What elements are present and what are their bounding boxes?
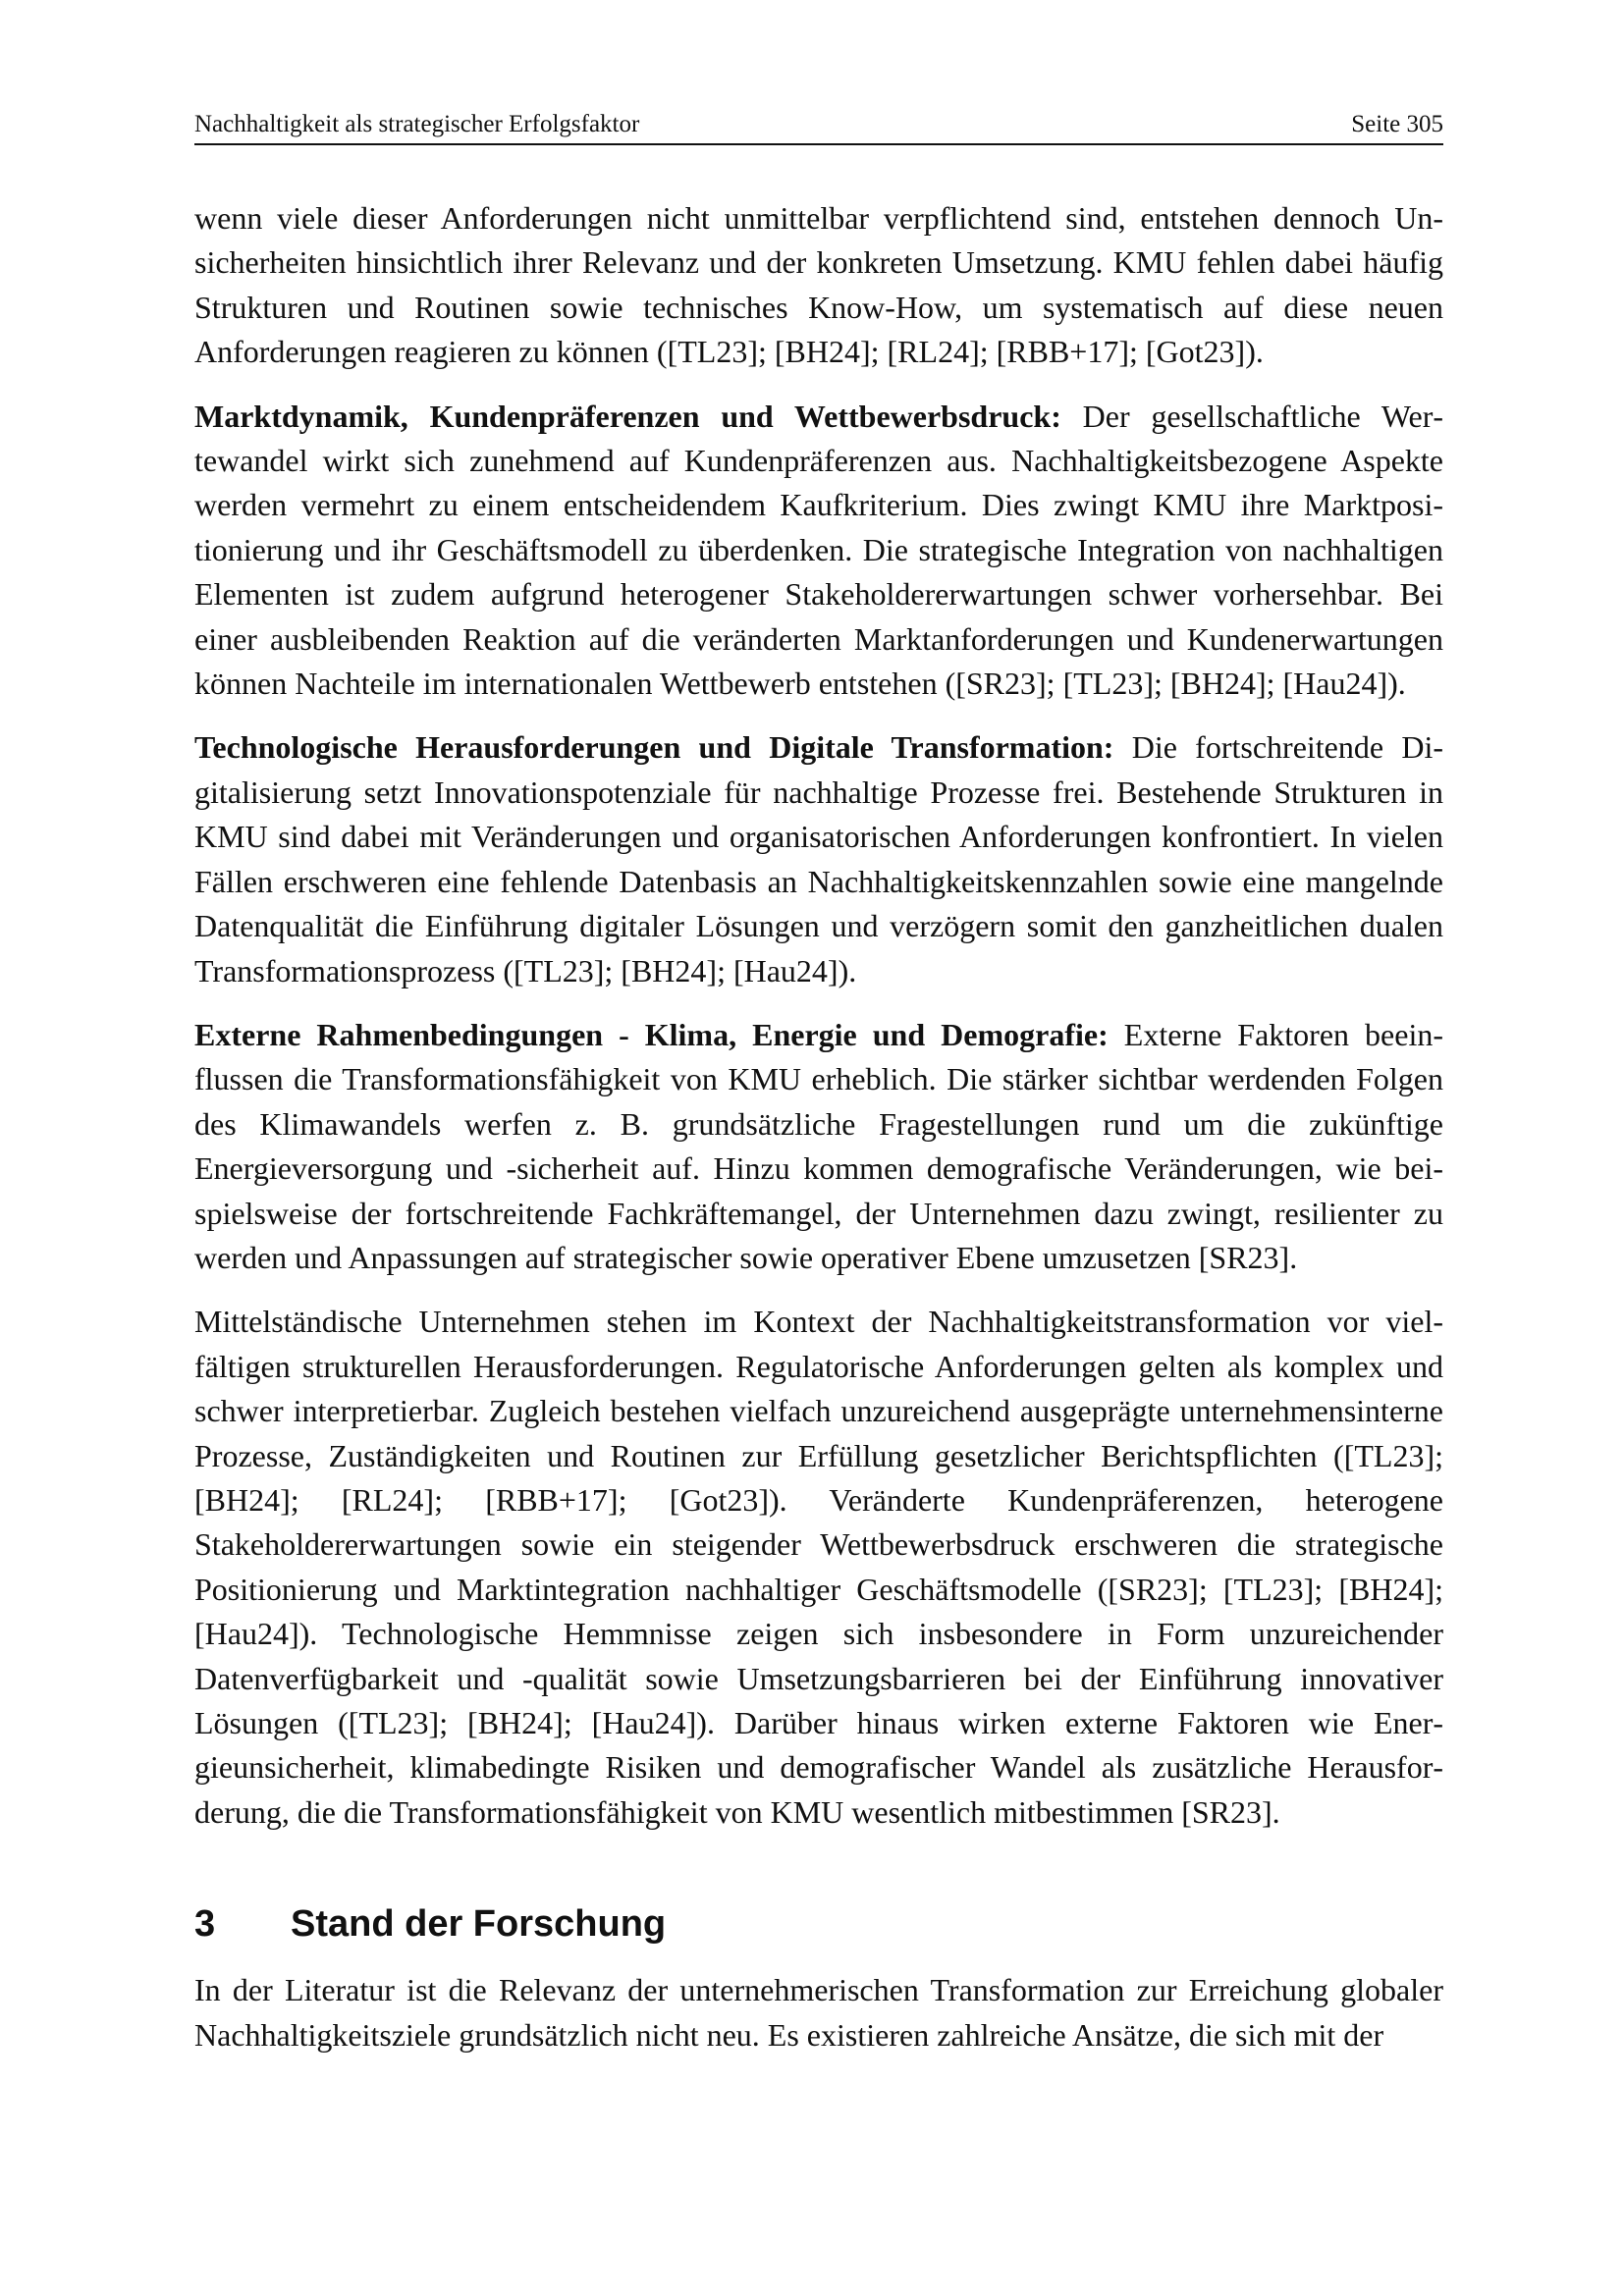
chapter-heading: [194, 1901, 1443, 1947]
intro-paragraph: wenn viele dieser Anforderungen nicht unmittelbar verpflichtend sind, entstehen dennoch Unsicherheiten hinsichtlich ihrer Relevanz und der konkreten Umsetzung. KMU fehlen dabei häufig Strukturen und Routinen sowie technisches Know-How, um systematisch auf diese neuen Anforderungen reagieren zu können ([TL23]; [BH24]; [RL24]; [RBB+17]; [Got23]).: [194, 200, 1443, 370]
section-paragraph-market: [194, 395, 1443, 707]
section-text-external: Externe Faktoren beeinflussen die Transformationsfähigkeit von KMU erheblich. Die stärker sichtbar werdenden Folgen des Klimawandels werfen z. B. grundsätzliche Fragestellungen rund um die zukünftige Energieversorgung und -sicherheit auf. Hinzu kommen demografische Veränderungen, wie beispielsweise der fortschreitende Fachkräftemangel, der Unternehmen dazu zwingt, resilienter zu werden und Anpassungen auf strategischer sowie operativer Ebene umzusetzen [SR23].: [194, 1016, 1444, 1275]
section-heading-market: Marktdynamik, Kundenpräferenzen und Wettbewerbsdruck:: [194, 398, 1061, 434]
chapter-title: Stand der Forschung: [291, 1903, 667, 1946]
chapter-number: 3: [194, 1903, 216, 1946]
running-header-title: Nachhaltigkeit als strategischer Erfolgsfaktor: [194, 111, 640, 137]
page-body: [194, 196, 1443, 2077]
chapter-paragraph: In der Literatur ist die Relevanz der unternehmerischen Transformation zur Erreichung globaler Nachhaltigkeitsziele grundsätzlich nicht neu. Es existieren zahlreiche Ansätze, die sich mit der: [194, 1972, 1443, 2053]
summary-paragraph: Mittelständische Unternehmen stehen im Kontext der Nachhaltigkeitstransformation vor vielfältigen strukturellen Herausforderungen. Regulatorische Anforderungen gelten als komplex und schwer interpretierbar. Zugleich bestehen vielfach unzureichend ausgeprägte unternehmensinterne Prozesse, Zuständigkeiten und Routinen zur Erfüllung gesetzlicher Berichtspflichten ([TL23]; [BH24]; [RL24]; [RBB+17]; [Got23]). Veränderte Kundenpräferenzen, heterogene Stakeholdererwartungen sowie ein steigender Wettbewerbsdruck erschweren die strategische Positionierung und Marktintegration nachhaltiger Geschäftsmodelle ([SR23]; [TL23]; [BH24]; [Hau24]). Technologische Hemmnisse zeigen sich insbesondere in Form unzureichender Datenverfügbarkeit und -qualität sowie Umsetzungsbarrieren bei der Einführung innovativer Lösungen ([TL23]; [BH24]; [Hau24]). Darüber hinaus wirken externe Faktoren wie Energieunsicherheit, klimabedingte Risiken und demografischer Wandel als zusätzliche Herausforderung, die die Transformationsfähigkeit von KMU wesentlich mitbestimmen [SR23].: [194, 1304, 1443, 1830]
section-text-market: Der gesellschaftliche Wertewandel wirkt sich zunehmend auf Kundenpräferenzen aus. Nachhaltigkeitsbezogene Aspekte werden vermehrt zu einem entscheidendem Kaufkriterium. Dies zwingt KMU ihre Marktpositionierung und ihr Geschäftsmodell zu überdenken. Die strategische Integration von nachhaltigen Elementen ist zudem aufgrund heterogener Stakeholdererwartungen schwer vorhersehbar. Bei einer ausbleibenden Reaktion auf die veränderten Marktanforderungen und Kundenerwartungen können Nachteile im internationalen Wettbewerb entstehen ([SR23]; [TL23]; [BH24]; [Hau24]).: [194, 398, 1444, 702]
section-paragraph-external: [194, 1013, 1443, 1280]
running-header: [194, 110, 1443, 145]
section-text-technology: Die fortschreitende Digitalisierung setzt Innovationspotenziale für nachhaltige Prozesse frei. Bestehende Strukturen in KMU sind dabei mit Veränderungen und organisatorischen Anforderungen konfrontiert. In vielen Fällen erschweren eine fehlende Datenbasis an Nachhaltigkeitskennzahlen sowie eine mangelnde Datenqualität die Einführung digitaler Lösungen und verzögern somit den ganzheitlichen dualen Transformationsprozess ([TL23]; [BH24]; [Hau24]).: [194, 729, 1444, 988]
section-heading-external: Externe Rahmenbedingungen - Klima, Energie und Demografie:: [194, 1016, 1109, 1052]
section-paragraph-technology: [194, 725, 1443, 992]
section-heading-technology: Technologische Herausforderungen und Digitale Transformation:: [194, 729, 1114, 766]
page-number: Seite 305: [1351, 111, 1443, 137]
